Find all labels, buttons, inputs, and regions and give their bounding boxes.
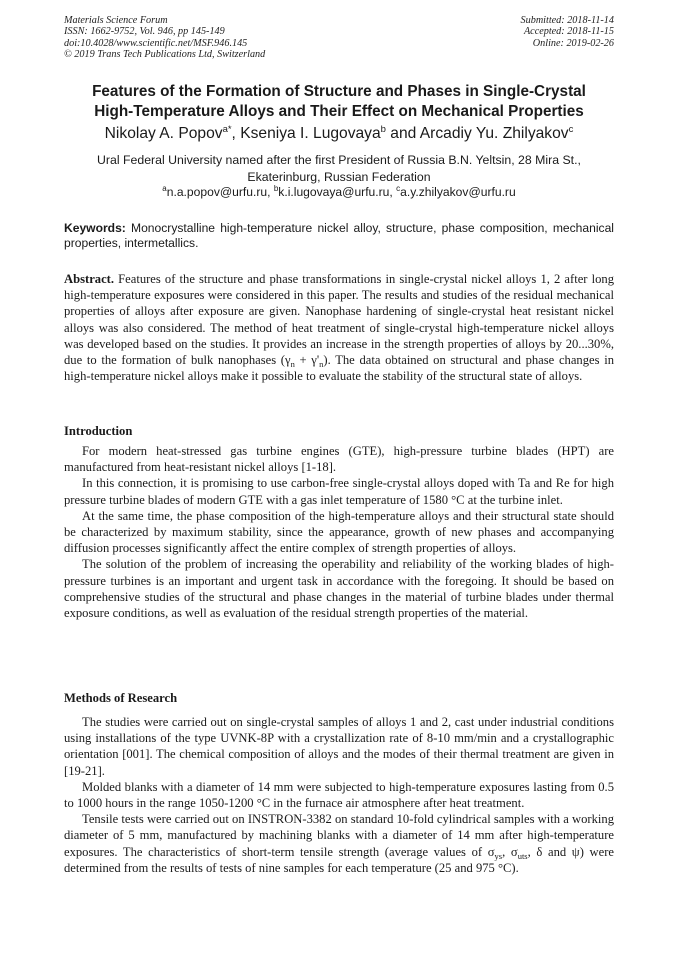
author-separator: ,: [231, 125, 241, 142]
affiliation-line: Ural Federal University named after the first President of Russia B.N. Yeltsin, 28 Mira St.,: [97, 153, 581, 167]
email-mark: b: [273, 184, 279, 193]
affiliation-line: Ekaterinburg, Russian Federation: [247, 169, 431, 184]
email-mark: a: [162, 184, 167, 193]
author-emails: [40, 185, 638, 200]
introduction-body: [64, 443, 614, 621]
keywords-label: Keywords:: [64, 221, 126, 235]
abstract-label: Abstract.: [64, 272, 115, 286]
paper-title: [40, 82, 638, 121]
subscript: uts: [517, 850, 528, 861]
subscript: n: [290, 359, 295, 370]
doi-line: doi:10.4028/www.scientific.net/MSF.946.145: [64, 37, 248, 49]
keywords: [64, 221, 614, 251]
paragraph-text: , δ and ψ) were determined from the results of tests of nine samples for each temperature (25 and 975 °C).: [64, 844, 615, 875]
abstract-text: Features of the structure and phase transformations in single-crystal nickel alloys 1, 2 after long high-temperature exposures were considered in this paper. The results and studies of the residual mechanical properties of alloys after exposure are given. Nanophase hardening of single-crystal heat resistant nickel alloys was also considered. The method of heat treatment of single-crystal high-temperature nickel alloys was developed based on the studies. It provides an increase in the strength properties of alloys by 20...30%, due to the formation of bulk nanophases (γ: [64, 272, 614, 368]
author-list: [40, 124, 638, 143]
subscript: ys: [494, 850, 503, 861]
affiliation: [40, 152, 638, 185]
accepted-date: Accepted: 2018-11-15: [523, 26, 614, 38]
journal-info: [64, 15, 265, 60]
journal-name: Materials Science Forum: [64, 15, 168, 26]
abstract: [64, 271, 614, 384]
author-affil-mark: c: [568, 124, 574, 135]
author-name: Kseniya I. Lugovaya: [240, 125, 381, 142]
paragraph-text: , σ: [502, 844, 518, 859]
paragraph: Molded blanks with a diameter of 14 mm were subjected to high-temperature exposures lasting from 0.5 to 1000 hours in the range 1050-1200 °C in the furnace air atmosphere after heat treatment.: [64, 779, 614, 811]
email-separator: ,: [389, 185, 397, 199]
abstract-text: ). The data obtained on structural and phase changes in high-temperature nickel alloys make it possible to evaluate the stability of the structural state of alloys.: [64, 353, 615, 384]
paragraph: In this connection, it is promising to use carbon-free single-crystal alloys doped with Ta and Re for high pressure turbine blades of modern GTE with a gas inlet temperature of 1580 °C at the turbine inlet.: [64, 476, 614, 507]
paragraph-text: Tensile tests were carried out on INSTRON-3382 on standard 10-fold cylindrical samples with a working diameter of 5 mm, manufactured by machining blanks with a diameter of 14 mm after high-temperature exposures. The characteristics of short-term tensile strength (average values of σ: [64, 812, 614, 859]
paragraph: The solution of the problem of increasing the operability and reliability of the working blades of high-pressure turbines is an important and urgent task in accordance with the foregoing. It should be based on comprehensive studies of the structural and phase changes in the material of turbine blades under thermal exposure conditions, as well as evaluation of the residual strength properties of the material.: [64, 557, 614, 621]
copyright-line: © 2019 Trans Tech Publications Ltd, Switzerland: [64, 48, 266, 60]
author-name: Nikolay A. Popov: [104, 125, 223, 142]
email-address[interactable]: a.y.zhilyakov@urfu.ru: [400, 185, 516, 199]
title-line: High-Temperature Alloys and Their Effect on Mechanical Properties: [94, 102, 584, 120]
author-separator: and: [385, 125, 420, 142]
author-affil-mark: a*: [222, 124, 232, 135]
email-separator: ,: [267, 185, 274, 199]
subscript: n: [319, 359, 324, 370]
paragraph: At the same time, the phase composition of the high-temperature alloys and their structural state should be characterized by maximum stability, since the appearance, growth of new phases and accompanying diffusion processes significantly affect the entire complex of strength properties of alloys.: [64, 508, 614, 556]
paragraph: For modern heat-stressed gas turbine engines (GTE), high-pressure turbine blades (HPT) are manufactured from heat-resistant nickel alloys [1-18].: [64, 444, 614, 475]
keywords-text: Monocrystalline high-temperature nickel alloy, structure, phase composition, mechanical properties, intermetallics.: [64, 221, 614, 250]
introduction-heading: Introduction: [64, 424, 133, 438]
submission-dates: [521, 15, 614, 49]
email-address[interactable]: n.a.popov@urfu.ru: [166, 185, 268, 199]
methods-heading: Methods of Research: [64, 691, 178, 705]
issn-line: ISSN: 1662-9752, Vol. 946, pp 145-149: [64, 26, 225, 38]
methods-body: [64, 714, 614, 876]
email-mark: c: [396, 184, 401, 193]
paragraph: The studies were carried out on single-crystal samples of alloys 1 and 2, cast under industrial conditions using installations of the type UVNK-8P with a crystallization rate of 8-10 mm/min and a crystallographic orientation [001]. The chemical composition of alloys and the modes of their thermal treatment are given in [19-21].: [64, 715, 614, 778]
online-date: Online: 2019-02-26: [532, 37, 614, 49]
author-affil-mark: b: [380, 124, 386, 135]
title-line: Features of the Formation of Structure and Phases in Single-Crystal: [92, 83, 586, 100]
author-name: Arcadiy Yu. Zhilyakov: [419, 125, 569, 142]
paragraph: [64, 811, 614, 876]
email-address[interactable]: k.i.lugovaya@urfu.ru: [278, 185, 390, 199]
abstract-text: + γ': [294, 353, 320, 368]
submitted-date: Submitted: 2018-11-14: [520, 15, 614, 26]
